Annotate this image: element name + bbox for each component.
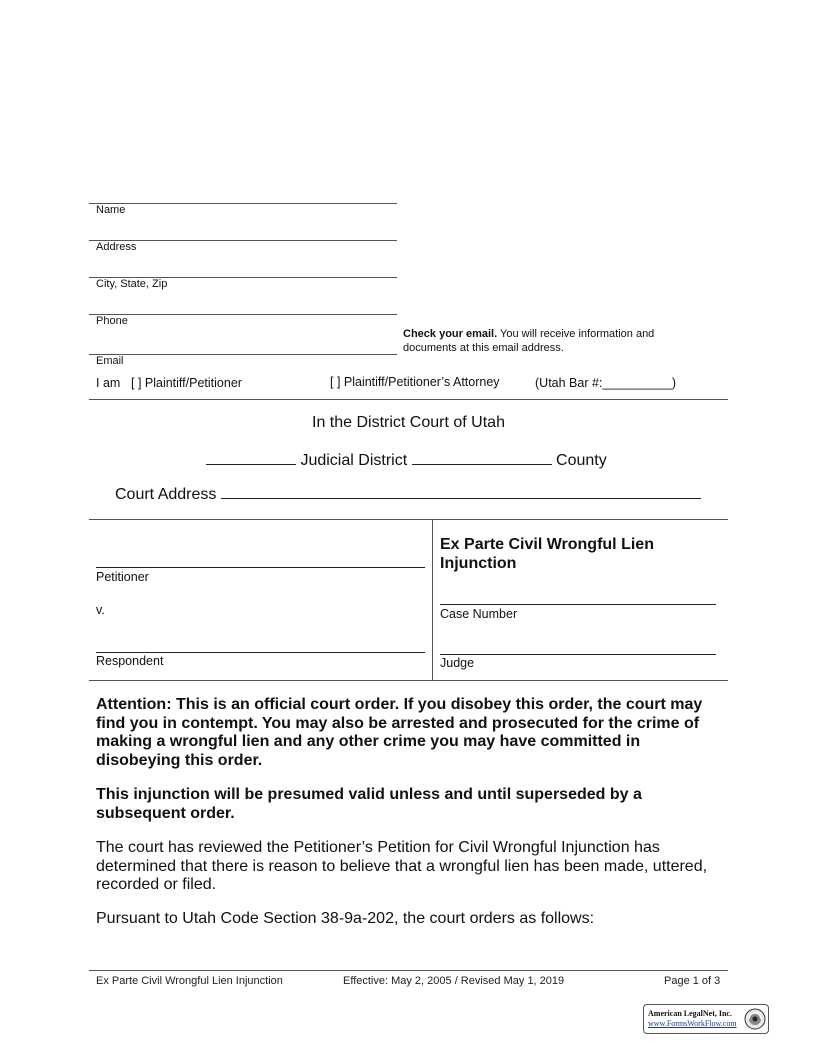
presumed-valid-paragraph bbox=[96, 786, 736, 823]
plaintiff-checkbox[interactable]: [ ] Plaintiff/Petitioner bbox=[131, 376, 242, 390]
petitioner-label: Petitioner bbox=[96, 570, 149, 584]
name-label: Name bbox=[96, 204, 126, 216]
respondent-label: Respondent bbox=[96, 654, 164, 668]
judge-label: Judge bbox=[440, 656, 475, 670]
i-am-label: I am bbox=[96, 376, 121, 390]
county-label: County bbox=[556, 452, 607, 469]
footer-page-number: Page 1 of 3 bbox=[664, 975, 721, 987]
reviewed-line: recorded or filed. bbox=[96, 876, 217, 893]
judge-line[interactable] bbox=[440, 654, 716, 655]
city-state-zip-label: City, State, Zip bbox=[96, 278, 168, 290]
versus-label: v. bbox=[96, 603, 105, 617]
county-input[interactable] bbox=[412, 450, 552, 465]
logo-website: www.FormsWorkFlow.com bbox=[648, 1019, 737, 1028]
petitioner-line[interactable] bbox=[96, 567, 425, 568]
phone-label: Phone bbox=[96, 315, 128, 327]
email-line[interactable] bbox=[89, 354, 397, 355]
caption-top-border bbox=[89, 519, 728, 520]
email-notice bbox=[403, 327, 713, 355]
email-label: Email bbox=[96, 355, 124, 367]
court-address-label: Court Address bbox=[115, 486, 217, 503]
judicial-district-label: Judicial District bbox=[300, 452, 408, 469]
district-county-row bbox=[206, 450, 607, 470]
reviewed-line: determined that there is reason to believe that a wrongful lien has been made, uttered, bbox=[96, 857, 708, 875]
respondent-line[interactable] bbox=[96, 652, 425, 653]
pursuant-paragraph: Pursuant to Utah Code Section 38-9a-202, the court orders as follows: bbox=[96, 910, 595, 927]
court-title: In the District Court of Utah bbox=[312, 414, 505, 431]
case-number-line[interactable] bbox=[440, 604, 716, 605]
court-address-input[interactable] bbox=[221, 484, 701, 499]
american-legalnet-logo bbox=[643, 1004, 769, 1034]
court-reviewed-paragraph bbox=[96, 839, 736, 895]
attention-paragraph bbox=[96, 696, 736, 770]
address-label: Address bbox=[96, 241, 137, 253]
footer-effective-date: Effective: May 2, 2005 / Revised May 1, 2019 bbox=[343, 975, 565, 987]
court-address-row bbox=[115, 484, 701, 504]
header-divider bbox=[89, 399, 728, 400]
footer-divider bbox=[89, 970, 728, 971]
globe-icon bbox=[744, 1008, 766, 1030]
name-line[interactable] bbox=[89, 203, 397, 204]
presumed-line: This injunction will be presumed valid unless and until superseded by a bbox=[96, 786, 642, 803]
caption-vertical-divider bbox=[432, 519, 433, 680]
case-number-label: Case Number bbox=[440, 607, 518, 621]
phone-line[interactable] bbox=[89, 314, 397, 315]
attorney-checkbox[interactable]: [ ] Plaintiff/Petitioner’s Attorney bbox=[330, 375, 500, 389]
caption-bottom-border bbox=[89, 680, 728, 681]
email-notice-text: You will receive information and bbox=[497, 328, 655, 340]
document-title-line2: Injunction bbox=[440, 555, 517, 572]
email-notice-line2: documents at this email address. bbox=[403, 342, 564, 354]
email-notice-bold: Check your email. bbox=[403, 328, 498, 340]
attention-line: making a wrongful lien and any other crime you may have committed in bbox=[96, 733, 641, 750]
judicial-district-input[interactable] bbox=[206, 450, 296, 465]
attention-line: find you in contempt. You may also be arrested and prosecuted for the crime of bbox=[96, 714, 700, 732]
document-title-line1: Ex Parte Civil Wrongful Lien bbox=[440, 536, 654, 553]
document-title bbox=[440, 535, 654, 573]
reviewed-line: The court has reviewed the Petitioner’s Petition for Civil Wrongful Injunction has bbox=[96, 839, 660, 856]
logo-name: American LegalNet, Inc. bbox=[648, 1009, 732, 1018]
utah-bar-number[interactable]: (Utah Bar #:__________) bbox=[535, 376, 677, 390]
footer-form-title: Ex Parte Civil Wrongful Lien Injunction bbox=[96, 975, 283, 987]
attention-line: Attention: This is an official court order. If you disobey this order, the court may bbox=[96, 696, 703, 713]
presumed-line: subsequent order. bbox=[96, 804, 235, 822]
attention-line: disobeying this order. bbox=[96, 751, 263, 769]
